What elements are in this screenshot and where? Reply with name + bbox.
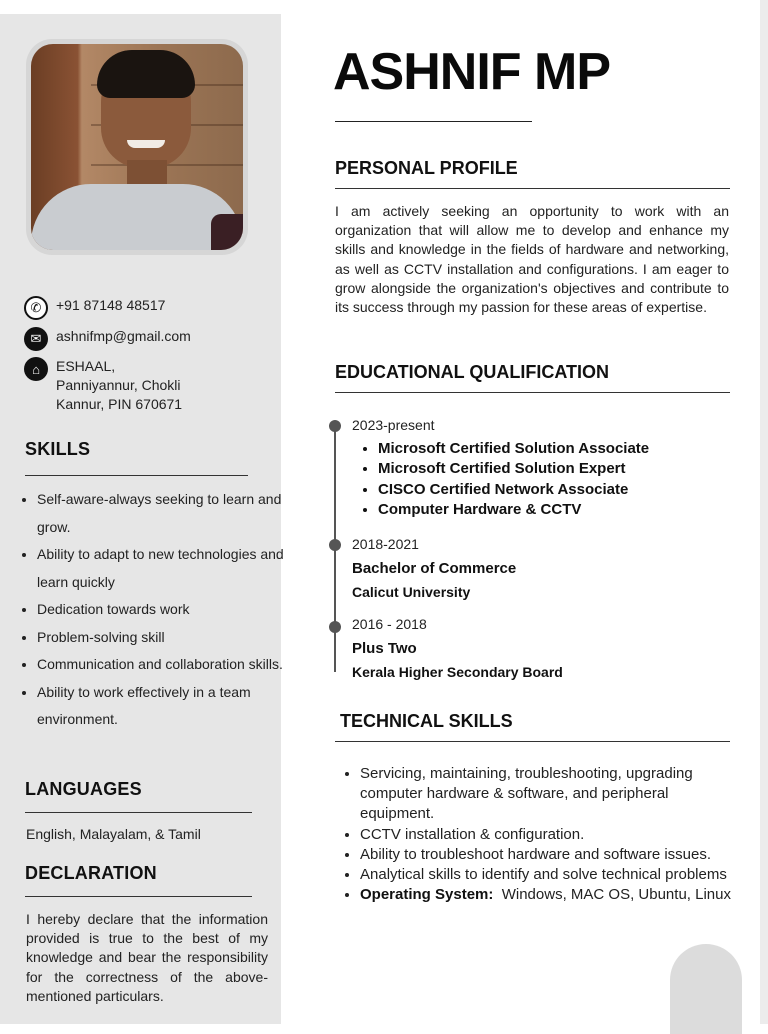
- education-title: Plus Two: [352, 640, 417, 657]
- profile-text: I am actively seeking an opportunity to work with an organization that will allow me to develop and enhance my skills and knowledge in the fields of hardware and networking, as well as CCTV installation and configurations. I am eager to grow alongside the organization's objectives and contribute to its success through my passion for these areas of expertise.: [335, 203, 729, 316]
- skill-item: • Self-aware-always seeking to learn and grow.: [37, 486, 292, 541]
- skills-heading: SKILLS: [25, 439, 91, 459]
- right-edge: [760, 0, 768, 1024]
- skill-item: • Ability to work effectively in a team environment.: [37, 679, 292, 734]
- technical-item: • Analytical skills to identify and solve technical problems: [360, 865, 745, 885]
- technical-item: • CCTV installation & configuration.: [360, 825, 745, 845]
- education-date: 2023-present: [352, 417, 435, 433]
- phone-icon: ✆: [24, 296, 48, 320]
- mail-icon: ✉: [24, 327, 48, 351]
- education-date: 2016 - 2018: [352, 616, 427, 632]
- name-rule: [335, 121, 532, 122]
- candidate-name: ASHNIF MP: [333, 43, 610, 101]
- skill-item: • Communication and collaboration skills.: [37, 651, 292, 679]
- declaration-text: I hereby declare that the information provided is true to the best of my knowledge and bear the responsibility for the correctness of the above-mentioned particulars.: [26, 911, 268, 1004]
- technical-item: • Ability to troubleshoot hardware and software issues.: [360, 845, 745, 865]
- technical-rule: [335, 741, 730, 742]
- phone-text: +91 87148 48517: [56, 297, 166, 313]
- education-rule: [335, 392, 730, 393]
- technical-item-os: [360, 885, 745, 905]
- address-line-3: Kannur, PIN 670671: [56, 396, 183, 412]
- address-text: [56, 357, 182, 414]
- certification-item: • Computer Hardware & CCTV: [378, 500, 649, 520]
- technical-item: • Servicing, maintaining, troubleshooting, upgrading computer hardware & software, and peripheral equipment.: [360, 764, 745, 825]
- certification-list: [360, 439, 649, 521]
- contact-address: [24, 357, 182, 414]
- decorative-arch: [670, 944, 742, 1034]
- timeline-dot: [329, 621, 341, 633]
- technical-list: [343, 764, 745, 905]
- technical-heading: TECHNICAL SKILLS: [340, 711, 513, 731]
- skill-item: • Ability to adapt to new technologies and learn quickly: [37, 541, 292, 596]
- top-strip: [0, 0, 768, 14]
- education-date: 2018-2021: [352, 536, 419, 552]
- languages-text: English, Malayalam, & Tamil: [26, 826, 201, 842]
- contact-email: [24, 327, 191, 351]
- skill-item: • Problem-solving skill: [37, 624, 292, 652]
- skills-list: [20, 486, 292, 734]
- education-heading: EDUCATIONAL QUALIFICATION: [335, 362, 609, 382]
- certification-item: • Microsoft Certified Solution Expert: [378, 459, 649, 479]
- declaration-heading: DECLARATION: [25, 863, 157, 883]
- os-label: Operating System:: [360, 886, 494, 904]
- address-line-2: Panniyannur, Chokli: [56, 377, 181, 393]
- education-institution: Calicut University: [352, 584, 471, 600]
- languages-heading: LANGUAGES: [25, 779, 142, 799]
- profile-photo: [31, 44, 243, 250]
- profile-heading: PERSONAL PROFILE: [335, 158, 518, 178]
- timeline-dot: [329, 539, 341, 551]
- email-text: ashnifmp@gmail.com: [56, 328, 191, 344]
- certification-item: • Microsoft Certified Solution Associate: [378, 439, 649, 459]
- os-value: Windows, MAC OS, Ubuntu, Linux: [501, 886, 731, 904]
- certification-item: • CISCO Certified Network Associate: [378, 480, 649, 500]
- skill-item: • Dedication towards work: [37, 596, 292, 624]
- home-icon: ⌂: [24, 357, 48, 381]
- skills-rule: [25, 475, 248, 476]
- profile-rule: [335, 188, 730, 189]
- timeline-dot: [329, 420, 341, 432]
- education-title: Bachelor of Commerce: [352, 560, 517, 577]
- contact-phone: [24, 296, 165, 320]
- education-institution: Kerala Higher Secondary Board: [352, 664, 563, 680]
- declaration-rule: [25, 896, 252, 897]
- address-line-1: ESHAAL,: [56, 358, 116, 374]
- languages-rule: [25, 812, 252, 813]
